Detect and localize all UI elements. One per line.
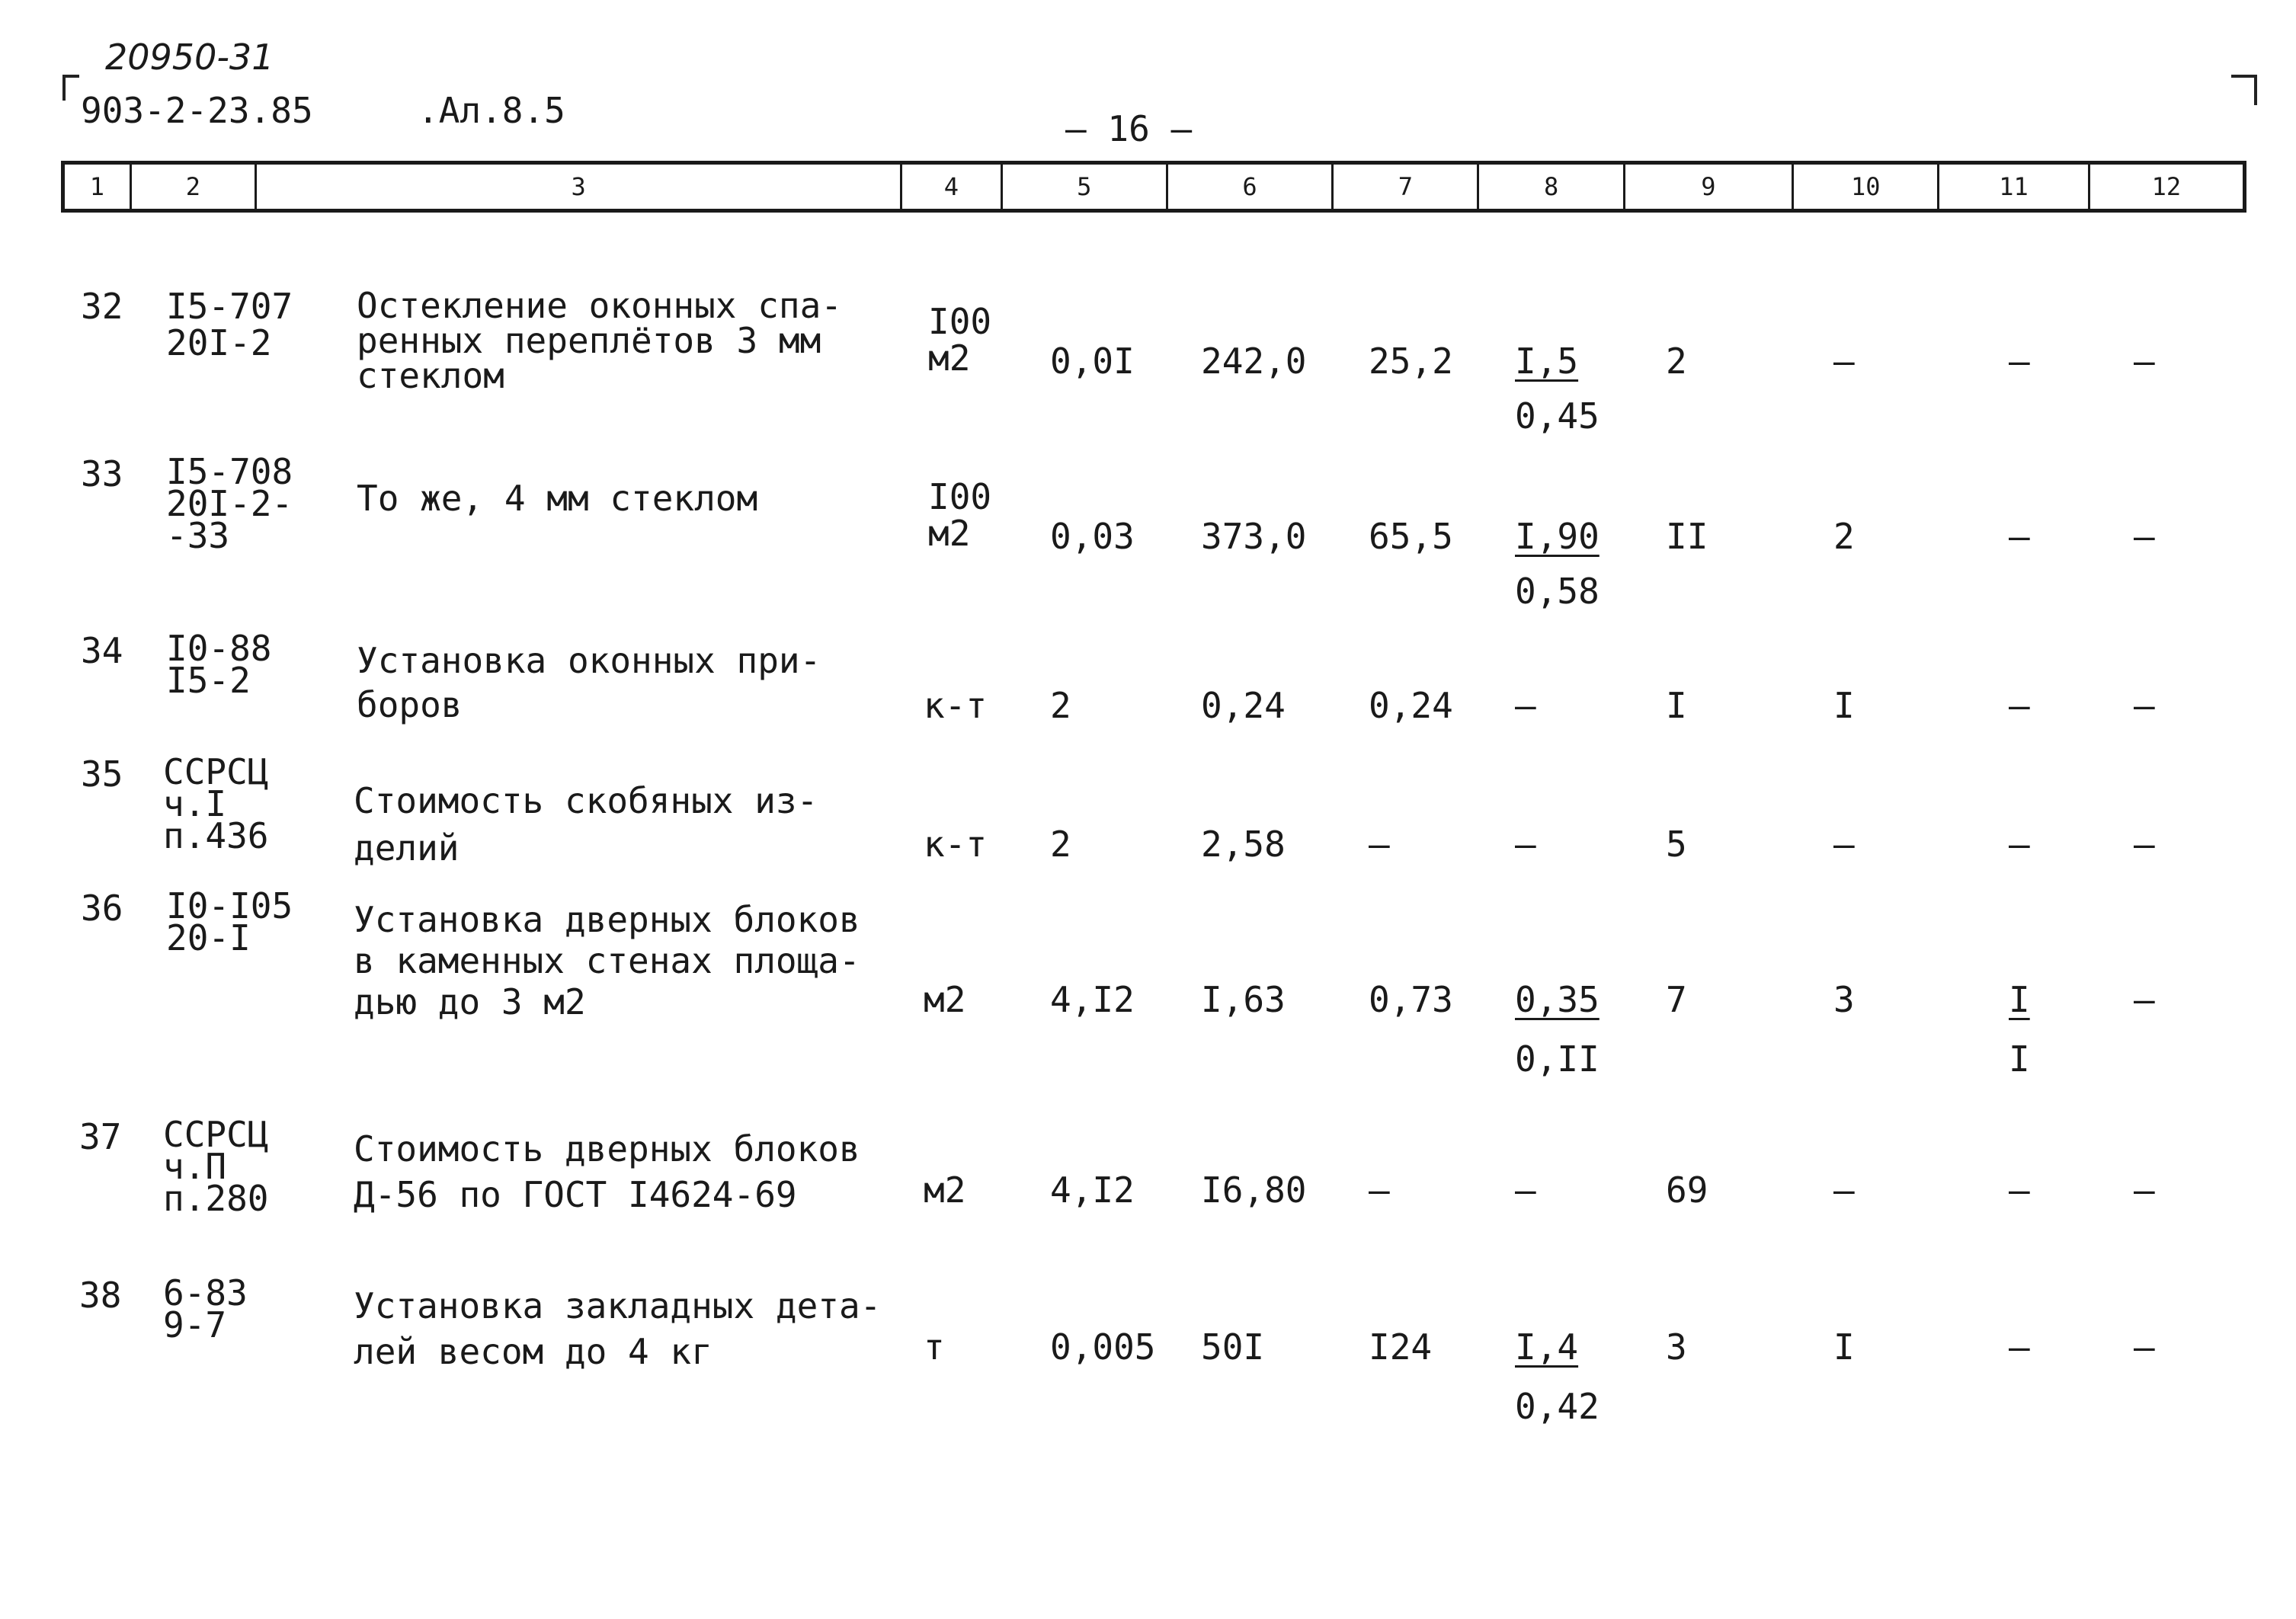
unit-line: к-т xyxy=(924,824,988,865)
cost-col-7: 25,2 xyxy=(1369,341,1453,382)
col8-denominator: 0,58 xyxy=(1515,571,1600,612)
unit-line: м2 xyxy=(928,338,971,379)
col11-value: – xyxy=(2009,341,2030,382)
column-header: 3 xyxy=(257,165,902,209)
code-line: 20I-2 xyxy=(166,322,272,363)
work-description xyxy=(354,777,818,872)
doc-code: 903-2-23.85 xyxy=(81,90,313,131)
col11-value: – xyxy=(2009,1169,2030,1211)
col8-numerator: I,5 xyxy=(1515,341,1579,382)
code-line: 20-I xyxy=(166,917,251,958)
unit-line: т xyxy=(924,1326,945,1368)
cost-col-7: 0,24 xyxy=(1369,685,1453,726)
code-line: 6-83 xyxy=(163,1272,248,1313)
unit-cost: I6,80 xyxy=(1201,1169,1307,1211)
cost-col-7: – xyxy=(1369,824,1390,865)
col10-value: 2 xyxy=(1833,516,1855,557)
desc-line: Стоимость скобяных из- xyxy=(354,780,818,821)
col9-value: 7 xyxy=(1666,979,1687,1020)
column-header: 2 xyxy=(132,165,257,209)
col12-value: – xyxy=(2134,979,2155,1020)
col8-numerator: I,90 xyxy=(1515,516,1600,557)
code-line: 20I-2- xyxy=(166,483,293,524)
col11-value: – xyxy=(2009,824,2030,865)
col9-value: 69 xyxy=(1666,1169,1708,1211)
unit-line: I00 xyxy=(928,476,992,517)
code-line: ССРСЦ xyxy=(163,751,269,792)
quantity: 4,I2 xyxy=(1050,1169,1135,1211)
corner-mark-right xyxy=(2231,75,2257,105)
cost-col-7: 65,5 xyxy=(1369,516,1453,557)
col12-value: – xyxy=(2134,824,2155,865)
album-ref: .Ал.8.5 xyxy=(418,90,565,131)
col10-value: 3 xyxy=(1833,979,1855,1020)
col10-value: – xyxy=(1833,1169,1855,1211)
unit xyxy=(924,687,987,724)
norm-code xyxy=(163,1272,248,1345)
col12-value: – xyxy=(2134,516,2155,557)
unit-line: I00 xyxy=(928,301,992,342)
col11-value: – xyxy=(2009,685,2030,726)
col8-value: – xyxy=(1515,1169,1536,1211)
unit-line: м2 xyxy=(928,513,971,554)
unit xyxy=(928,301,992,379)
code-line: I5-707 xyxy=(166,286,293,327)
row-number: 36 xyxy=(81,888,123,929)
desc-line: Д-56 по ГОСТ I4624-69 xyxy=(354,1174,797,1215)
col11-denominator: I xyxy=(2009,1038,2030,1080)
column-header: 9 xyxy=(1625,165,1794,209)
quantity: 4,I2 xyxy=(1050,979,1135,1020)
quantity: 0,0I xyxy=(1050,341,1135,382)
desc-line: Установка закладных дета- xyxy=(354,1285,882,1326)
code-line: п.436 xyxy=(163,815,269,856)
col10-value: – xyxy=(1833,341,1855,382)
norm-code xyxy=(166,628,272,701)
col8-value: – xyxy=(1515,824,1536,865)
desc-line: Стоимость дверных блоков xyxy=(354,1128,860,1169)
row-number: 34 xyxy=(81,630,123,671)
code-line: I0-I05 xyxy=(166,885,293,926)
code-line: I5-708 xyxy=(166,451,293,492)
unit-cost: 0,24 xyxy=(1201,685,1286,726)
cost-col-7: I24 xyxy=(1369,1326,1433,1368)
col10-value: I xyxy=(1833,685,1855,726)
code-line: ч.П xyxy=(163,1146,227,1187)
column-header: 4 xyxy=(902,165,1003,209)
unit xyxy=(928,478,991,552)
column-header: 6 xyxy=(1168,165,1334,209)
work-description xyxy=(357,480,757,517)
col9-value: 5 xyxy=(1666,824,1687,865)
unit xyxy=(924,1169,966,1211)
quantity: 2 xyxy=(1050,685,1071,726)
quantity: 2 xyxy=(1050,824,1071,865)
code-line: -33 xyxy=(166,515,230,556)
column-header: 5 xyxy=(1003,165,1168,209)
col8-numerator: I,4 xyxy=(1515,1326,1579,1368)
column-header: 12 xyxy=(2151,172,2182,201)
norm-code xyxy=(163,1114,269,1219)
column-header: 11 xyxy=(1939,165,2089,209)
col9-value: 3 xyxy=(1666,1326,1687,1368)
unit xyxy=(924,824,988,865)
col12-value: – xyxy=(2134,1169,2155,1211)
desc-line: боров xyxy=(357,684,463,725)
column-header: 1 xyxy=(65,165,132,209)
cost-col-7: 0,73 xyxy=(1369,979,1453,1020)
row-number: 38 xyxy=(79,1275,122,1316)
unit xyxy=(924,981,965,1018)
row-number: 37 xyxy=(79,1116,122,1157)
unit-line: к-т xyxy=(924,685,988,726)
column-header: 8 xyxy=(1479,165,1625,209)
code-line: 9-7 xyxy=(163,1304,227,1345)
desc-line: лей весом до 4 кг xyxy=(354,1331,712,1372)
desc-line: Установка оконных при- xyxy=(357,640,821,681)
unit-line: м2 xyxy=(924,979,966,1020)
work-description xyxy=(357,638,821,727)
desc-line: стеклом xyxy=(357,355,504,396)
unit xyxy=(924,1326,945,1368)
column-header: 7 xyxy=(1334,165,1479,209)
col8-denominator: 0,II xyxy=(1515,1038,1600,1080)
work-description xyxy=(357,285,842,396)
work-description xyxy=(354,1283,881,1374)
unit-line: м2 xyxy=(924,1169,966,1211)
desc-line: в каменных стенах площа- xyxy=(354,940,860,981)
code-line: I5-2 xyxy=(166,660,251,701)
page-number: — 16 — xyxy=(1065,108,1193,149)
quantity: 0,03 xyxy=(1050,516,1135,557)
code-line: п.280 xyxy=(163,1178,269,1219)
unit-cost: 50I xyxy=(1201,1326,1265,1368)
col11-numerator: I xyxy=(2009,979,2030,1020)
code-line: ч.I xyxy=(163,783,227,824)
col11-value: – xyxy=(2009,516,2030,557)
row-number: 32 xyxy=(81,286,123,327)
col10-value: – xyxy=(1833,824,1855,865)
unit-cost: 373,0 xyxy=(1201,516,1307,557)
unit-cost: 242,0 xyxy=(1201,341,1307,382)
desc-line: Установка дверных блоков xyxy=(354,899,860,940)
quantity: 0,005 xyxy=(1050,1326,1156,1368)
norm-code xyxy=(166,451,293,556)
col9-value: 2 xyxy=(1666,341,1687,382)
corner-mark-left xyxy=(62,75,79,101)
col12-value: – xyxy=(2134,1326,2155,1368)
unit-cost: I,63 xyxy=(1201,979,1286,1020)
col9-value: I xyxy=(1666,685,1687,726)
row-number: 33 xyxy=(81,453,123,494)
cost-col-7: – xyxy=(1369,1169,1390,1211)
desc-line: делий xyxy=(354,827,460,869)
column-header-row xyxy=(61,161,2246,213)
unit-cost: 2,58 xyxy=(1201,824,1286,865)
desc-line: То же, 4 мм стеклом xyxy=(357,478,758,519)
desc-line: ренных переплётов 3 мм xyxy=(357,320,821,361)
column-header: 10 xyxy=(1794,165,1939,209)
work-description xyxy=(354,899,860,1022)
col10-value: I xyxy=(1833,1326,1855,1368)
col8-denominator: 0,42 xyxy=(1515,1386,1600,1427)
norm-code xyxy=(166,885,293,958)
code-line: I0-88 xyxy=(166,628,272,669)
row-number: 35 xyxy=(81,754,123,795)
col12-value: – xyxy=(2134,685,2155,726)
col8-denominator: 0,45 xyxy=(1515,395,1600,437)
norm-code xyxy=(163,751,269,856)
col8-value: – xyxy=(1515,685,1536,726)
col9-value: II xyxy=(1666,516,1708,557)
desc-line: дью до 3 м2 xyxy=(354,981,586,1022)
code-line: ССРСЦ xyxy=(163,1114,269,1155)
norm-code xyxy=(166,288,293,361)
col8-numerator: 0,35 xyxy=(1515,979,1600,1020)
col11-value: – xyxy=(2009,1326,2030,1368)
desc-line: Остекление оконных спа- xyxy=(357,285,842,326)
handwritten-number: 20950-31 xyxy=(105,37,274,78)
col12-value: – xyxy=(2134,341,2155,382)
work-description xyxy=(354,1126,860,1217)
